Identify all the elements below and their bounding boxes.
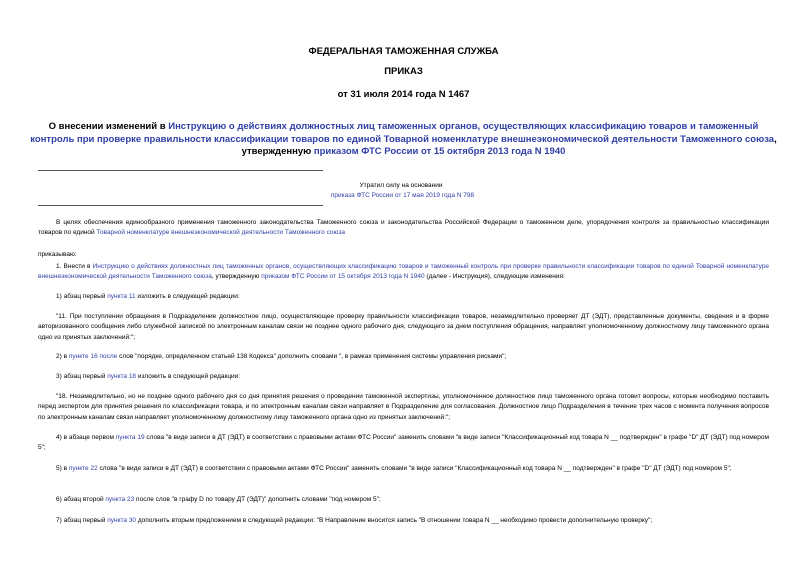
subitem-1 xyxy=(38,292,769,302)
subitem-3 xyxy=(38,372,769,382)
subitem-4 xyxy=(38,433,769,454)
link-point-16[interactable]: пункте 16 после xyxy=(68,353,118,360)
item-1-text-a: 1. Внести в xyxy=(56,263,93,270)
title-middle: , утвержденную xyxy=(241,133,777,158)
link-point-11[interactable]: пункта 11 xyxy=(107,293,136,300)
org-heading: ФЕДЕРАЛЬНАЯ ТАМОЖЕННАЯ СЛУЖБА xyxy=(308,46,499,57)
subitem-2-text-b: слов "порядке, определенном статьей 138 Кодекса" дополнить словами ", в рамках применения системы управления рисками"; xyxy=(117,353,507,360)
divider-top xyxy=(38,170,323,171)
preamble-text: В целях обеспечения единообразного применения таможенного законодательства Таможенного союза и законодательства Российской Федерации о таможенном деле, упорядочения контроля за правильностью классификации товаров по единой xyxy=(38,219,769,237)
doc-date-number: от 31 июля 2014 года N 1467 xyxy=(337,89,470,100)
link-point-18[interactable]: пункта 18 xyxy=(107,373,137,380)
document-title xyxy=(30,121,777,159)
link-point-22[interactable]: пункте 22 xyxy=(68,465,98,472)
item-1-text-c: (далее - Инструкция), следующие изменения: xyxy=(424,273,565,281)
doc-kind-heading: ПРИКАЗ xyxy=(384,66,423,77)
item-1-link-instruction[interactable]: Инструкцию о действиях должностных лиц таможенных органов, осуществляющих классификацию товаров и таможенный контроль при проверке правильности классификации товаров по единой Товарной номенклатуре внешнеэкономической деятельности Таможенного союза xyxy=(38,263,769,281)
subitem-4-text-b: слова "в виде записи в ДТ (ЭДТ) в соответствии с правовыми актами ФТС России" заменить словами "в виде записи "Классификационный код товара N __ подтвержден" в графе "D" ДТ (ЭДТ) под номером 5"; xyxy=(38,434,769,452)
subitem-4-text-a: 4) в абзаце первом xyxy=(56,434,116,441)
subitem-1-text-b: изложить в следующей редакции: xyxy=(135,293,240,300)
subitem-6 xyxy=(38,495,769,505)
subitem-2 xyxy=(38,352,769,362)
quote-point-18: "18. Незамедлительно, но не позднее одного рабочего дня со дня принятия решения о проведении таможенной экспертизы, уполномоченное должностное лицо таможенного органа готовит вопросы, которые необходимо поставить перед экспертом для принятия решения по классификации товара, и по электронным каналам связи направляет в Подразделение для согласования. Должностное лицо Подразделения в течение трех часов с момента получения вопросов по электронным каналам связи направляет уполномоченному должностному лицу таможенного органа одно из принятых заключений:"; xyxy=(38,393,769,421)
subitem-6-text-b: после слов "в графу D по товару ДТ (ЭДТ)" дополнить словами "под номером 5"; xyxy=(134,496,381,503)
title-link-order[interactable]: приказом ФТС России от 15 октября 2013 года N 1940 xyxy=(313,146,566,158)
subitem-5-text-b: слова "в виде записи в ДТ (ЭДТ) в соответствии с правовыми актами ФТС России" заменить словами "в виде записи "Классификационный код товара N __ подтвержден" в графе "D" ДТ (ЭДТ) под номером 5"; xyxy=(97,465,732,472)
subitem-2-text-a: 2) в xyxy=(56,353,69,360)
order-word: приказываю: xyxy=(38,251,77,258)
subitem-7 xyxy=(38,516,769,526)
title-link-instruction[interactable]: Инструкцию о действиях должностных лиц таможенных органов, осуществляющих классификацию товаров и таможенный контроль при проверке правильности классификации товаров по единой Товарной номенклатуре внешнеэкономической деятельности Таможенного союза xyxy=(30,121,775,145)
link-point-19[interactable]: пункта 19 xyxy=(115,434,145,441)
subitem-5 xyxy=(38,464,769,474)
status-repeal-link[interactable]: приказа ФТС России от 17 мая 2019 года N 798 xyxy=(330,192,475,199)
subitem-3-text-a: 3) абзац первый xyxy=(56,373,108,380)
subitem-7-text-a: 7) абзац первый xyxy=(56,517,108,524)
item-1-link-order[interactable]: приказом ФТС России от 15 октября 2013 года N 1940 xyxy=(261,273,425,281)
item-1-text-b: , утвержденную xyxy=(211,273,262,281)
quote-point-11: "11. При поступлении обращения в Подразделение должностное лицо, осуществляющее проверку правильности классификации товаров, незамедлительно проверяет ДТ (ЭДТ), представленные документы, сведения и в форме авторизованного сообщения либо служебной запиской по электронным каналам связи не позднее одного рабочего дня, следующего за днем поступления обращения, направляет уполномоченному должностному лицу таможенного органа одно из принятых заключений:"; xyxy=(38,313,769,341)
link-point-23[interactable]: пункта 23 xyxy=(105,496,135,503)
subitem-1-text-a: 1) абзац первый xyxy=(56,293,108,300)
subitem-5-text-a: 5) в xyxy=(56,465,69,472)
preamble-link-tnved[interactable]: Товарной номенклатуре внешнеэкономической деятельности Таможенного союза xyxy=(96,229,345,237)
preamble-paragraph xyxy=(38,218,769,239)
title-prefix: О внесении изменений в xyxy=(48,121,169,132)
link-point-30[interactable]: пункта 30 xyxy=(107,517,137,524)
divider-bottom xyxy=(38,205,323,206)
subitem-3-text-b: изложить в следующей редакции: xyxy=(136,373,241,380)
subitem-6-text-a: 6) абзац второй xyxy=(56,496,106,503)
status-line: Утратил силу на основании xyxy=(359,182,443,189)
subitem-7-text-b: дополнить вторым предложением в следующей редакции: "В Направление вносится запись "В отношении товара N __ необходимо провести дополнительную проверку"; xyxy=(136,517,653,524)
item-1-paragraph xyxy=(38,262,769,283)
